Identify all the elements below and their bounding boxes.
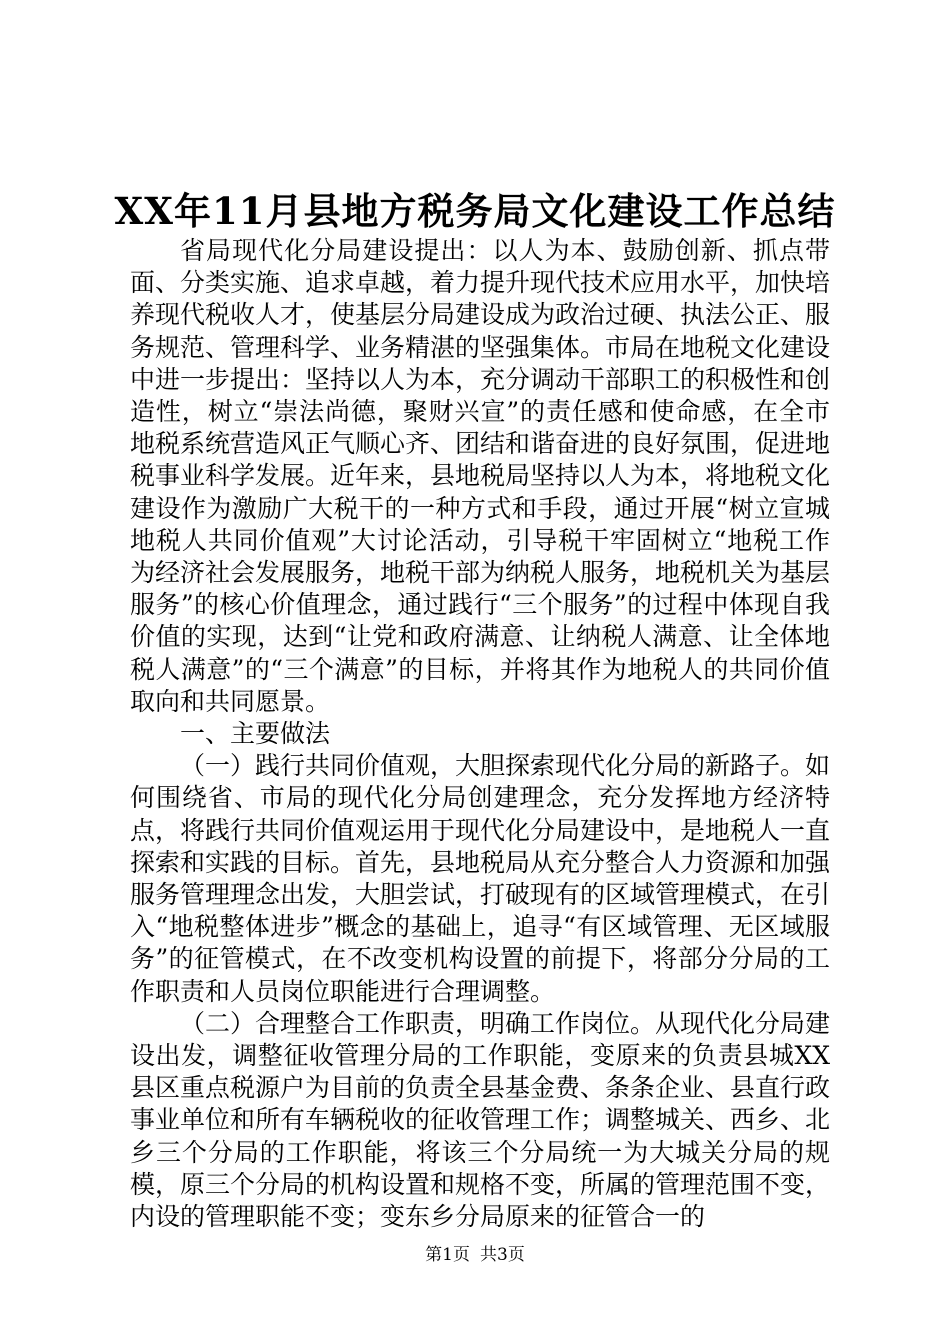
document-body xyxy=(130,235,830,1233)
section-heading-main-practices: 一、主要做法 xyxy=(180,719,331,749)
page-footer xyxy=(0,1244,950,1266)
paragraph-intro: 省局现代化分局建设提出：以人为本、鼓励创新、抓点带面、分类实施、追求卓越，着力提升现代技术应用水平，加快培养现代税收人才，使基层分局建设成为政治过硬、执法公正、服务规范、管理科学、业务精湛的坚强集体。市局在地税文化建设中进一步提出：坚持以人为本，充分调动干部职工的积极性和创造性，树立“崇法尚德，聚财兴宣”的责任感和使命感，在全市地税系统营造风正气顺心齐、团结和谐奋进的良好氛围，促进地税事业科学发展。近年来，县地税局坚持以人为本，将地税文化建设作为激励广大税干的一种方式和手段，通过开展“树立宣城地税人共同价值观”大讨论活动，引导税干牢固树立“地税工作为经济社会发展服务，地税干部为纳税人服务，地税机关为基层服务”的核心价值理念，通过践行“三个服务”的过程中体现自我价值的实现，达到“让党和政府满意、让纳税人满意、让全体地税人满意”的“三个满意”的目标，并将其作为地税人的共同价值取向和共同愿景。 xyxy=(130,236,831,716)
page-number: 第1页 xyxy=(425,1245,470,1265)
document-title: XX年11月县地方税务局文化建设工作总结 xyxy=(114,189,836,233)
paragraph-practice-2: （二）合理整合工作职责，明确工作岗位。从现代化分局建设出发，调整征收管理分局的工作职能，变原来的负责县城XX县区重点税源户为目前的负责全县基金费、条条企业、县直行政事业单位和所有车辆税收的征收管理工作；调整城关、西乡、北乡三个分局的工作职能，将该三个分局统一为大城关分局的规模，原三个分局的机构设置和规格不变，所属的管理范围不变，内设的管理职能不变；变东乡分局原来的征管合一的 xyxy=(130,1008,831,1232)
paragraph-practice-1: （一）践行共同价值观，大胆探索现代化分局的新路子。如何围绕省、市局的现代化分局创建理念，充分发挥地方经济特点，将践行共同价值观运用于现代化分局建设中，是地税人一直探索和实践的目标。首先，县地税局从充分整合人力资源和加强服务管理理念出发，大胆尝试，打破现有的区域管理模式，在引入“地税整体进步”概念的基础上，追寻“有区域管理、无区域服务”的征管模式，在不改变机构设置的前提下，将部分分局的工作职责和人员岗位职能进行合理调整。 xyxy=(130,751,831,1006)
page-total: 共3页 xyxy=(480,1245,525,1265)
